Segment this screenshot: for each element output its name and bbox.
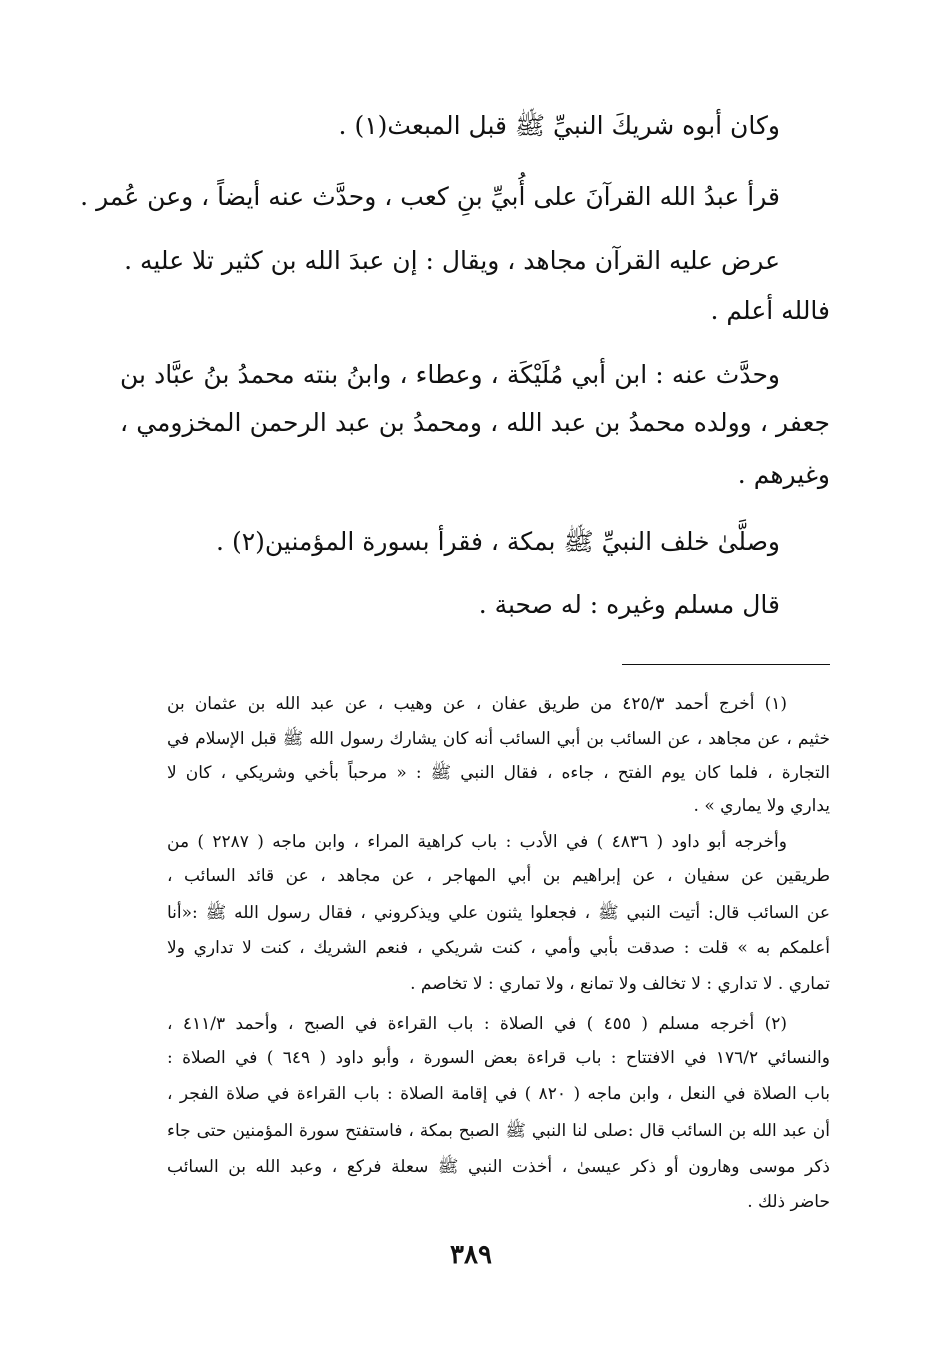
footnote-line-6: طريقين عن سفيان ، عن إبراهيم بن أبي المهاجر ، عن مجاهد ، عن قائد السائب ، bbox=[167, 866, 830, 886]
footnote-line-12: باب الصلاة في النعل ، وابن ماجه ( ٨٢٠ ) في إقامة الصلاة : باب القراءة في صلاة الفجر ، bbox=[167, 1084, 830, 1104]
body-line-5: وحدَّث عنه : ابن أبي مُلَيْكَة ، وعطاء ، وابنُ بنته محمدُ بنُ عبَّاد بن bbox=[120, 360, 780, 389]
footnote-line-13: أن عبد الله بن السائب قال :صلى لنا النبي ﷺ الصبح بمكة ، فاستفتح سورة المؤمنين حتى جاء bbox=[167, 1121, 830, 1141]
body-line-1: وكان أبوه شريكَ النبيِّ ﷺ قبل المبعث(١) . bbox=[338, 111, 780, 140]
footnote-line-2: خثيم ، عن مجاهد ، عن السائب بن أبي السائب أنه كان يشارك رسول الله ﷺ قبل الإسلام في bbox=[167, 729, 830, 749]
body-line-8: وصلَّىٰ خلف النبيِّ ﷺ بمكة ، فقرأ بسورة المؤمنين(٢) . bbox=[216, 527, 780, 556]
footnote-line-14: ذكر موسى وهارون أو ذكر عيسىٰ ، أخذت النبي ﷺ سعلة فركع ، وعبد الله بن السائب bbox=[167, 1157, 830, 1177]
footnote-line-9: تماري . لا تداري : لا تخالف ولا تمانع ، ولا تماري : لا تخاصم . bbox=[410, 974, 830, 994]
footnote-line-3: التجارة ، فلما كان يوم الفتح ، جاءه ، فقال النبي ﷺ : « مرحباً بأخي وشريكي ، كان لا bbox=[167, 763, 830, 783]
footnote-line-15: حاضر ذلك . bbox=[747, 1192, 830, 1212]
footnote-line-1: (١) أخرج أحمد ٤٢٥/٣ من طريق عفان ، عن وهيب ، عن عبد الله بن عثمان بن bbox=[167, 694, 787, 714]
body-line-9: قال مسلم وغيره : له صحبة . bbox=[478, 590, 780, 619]
body-line-6: جعفر ، وولده محمدُ بن عبد الله ، ومحمدُ بن عبد الرحمن المخزومي ، bbox=[120, 408, 830, 437]
footnote-line-11: والنسائي ١٧٦/٢ في الافتتاح : باب قراءة بعض السورة ، وأبو داود ( ٦٤٩ ) في الصلاة : bbox=[167, 1048, 830, 1068]
footnote-line-7: عن السائب قال: أتيت النبي ﷺ ، فجعلوا يثنون علي ويذكروني ، فقال رسول الله ﷺ :«أنا bbox=[167, 903, 830, 923]
page-number: ٣٨٩ bbox=[450, 1240, 492, 1270]
footnote-line-10: (٢) أخرجه مسلم ( ٤٥٥ ) في الصلاة : باب القراءة في الصبح ، وأحمد ٤١١/٣ ، bbox=[167, 1014, 787, 1034]
footnote-separator bbox=[622, 664, 830, 665]
body-line-3: عرض عليه القرآن مجاهد ، ويقال : إن عبدَ الله بن كثير تلا عليه . bbox=[124, 246, 780, 275]
body-line-2: قرأ عبدُ الله القرآنَ على أُبيِّ بنِ كعب ، وحدَّث عنه أيضاً ، وعن عُمر . bbox=[80, 182, 780, 211]
body-line-7: وغيرهم . bbox=[737, 460, 830, 489]
body-line-4: فالله أعلم . bbox=[710, 296, 830, 325]
footnote-line-4: يداري ولا يماري » . bbox=[693, 796, 830, 816]
footnote-line-8: أعلمكم به » قلت : صدقت بأبي وأمي ، كنت شريكي ، فنعم الشريك ، كنت لا تداري ولا bbox=[167, 938, 830, 958]
footnote-line-5: وأخرجه أبو داود ( ٤٨٣٦ ) في الأدب : باب كراهية المراء ، وابن ماجه ( ٢٢٨٧ ) من bbox=[167, 832, 787, 852]
